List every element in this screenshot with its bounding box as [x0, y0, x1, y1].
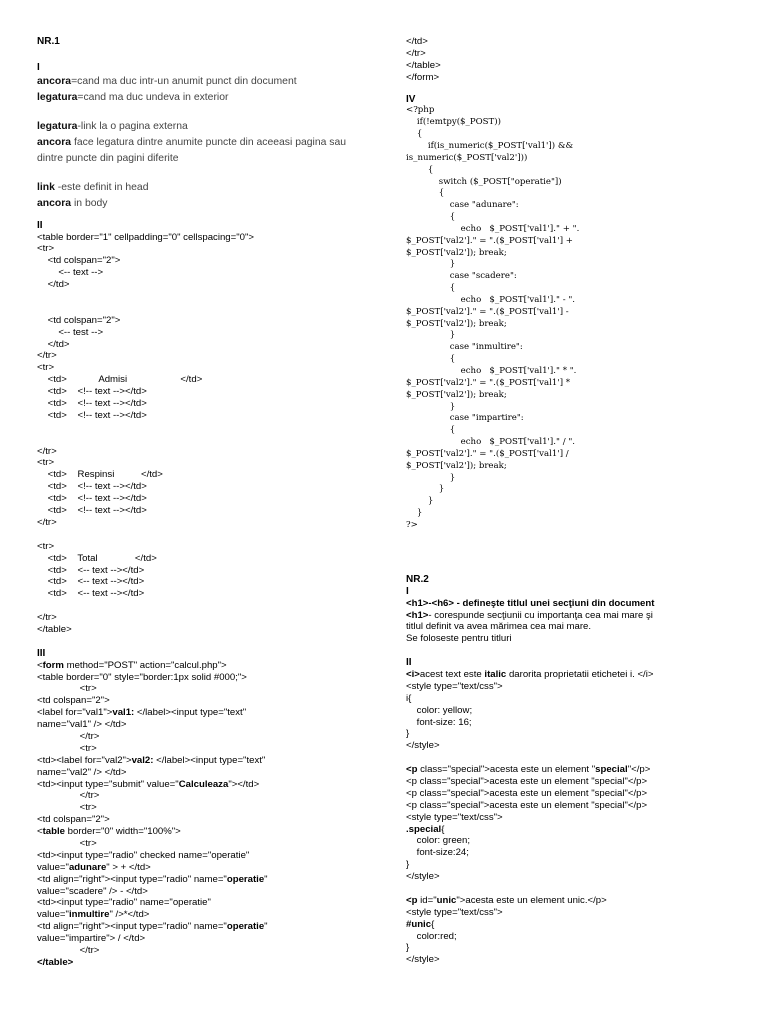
php-line: case "inmultire":: [406, 342, 523, 353]
code-line: </form>: [406, 71, 440, 83]
code-line: <td> Respinsi </td>: [37, 469, 163, 481]
php-line: {: [406, 283, 456, 294]
php-line: {: [406, 354, 456, 365]
text-line: titlul definit va avea mărimea cea mai mare.: [406, 621, 592, 633]
code-line: <tr>: [37, 362, 55, 374]
definition-line: [37, 167, 382, 180]
text-line: Se foloseste pentru titluri: [406, 633, 512, 645]
code-line: .special{: [406, 823, 445, 835]
code-line: </tr>: [37, 612, 57, 624]
definition-line: ancora face legatura dintre anumite puncte din aceeasi pagina sau: [37, 136, 347, 148]
code-line: [37, 291, 382, 303]
left-column: [37, 0, 382, 969]
code-line: <p class="special">acesta este un element "special"</p>: [406, 787, 648, 799]
section-4-php-code: [406, 105, 751, 531]
nr2-section-1-text: [406, 598, 751, 646]
nr2-heading-2: II: [406, 657, 412, 669]
php-line: }: [406, 330, 456, 341]
php-line: <?php: [406, 105, 435, 116]
definition-line: legatura-link la o pagina externa: [37, 120, 188, 132]
code-line: </td>: [37, 279, 70, 291]
code-line: <td> <-- text --></td>: [37, 564, 145, 576]
code-line: <td colspan="2">: [37, 255, 121, 267]
code-line: <td> <!-- text --></td>: [37, 398, 147, 410]
definition-line: ancora in body: [37, 197, 108, 209]
code-line: [37, 529, 382, 541]
code-line: </tr>: [37, 350, 57, 362]
code-line: <td colspan="2">: [37, 695, 110, 707]
code-line: value="impartire"> / </td>: [37, 933, 146, 945]
definition-line: link -este definit in head: [37, 181, 149, 193]
nr2-heading-1: I: [406, 585, 409, 597]
php-line: }: [406, 259, 456, 270]
code-line: [406, 752, 751, 764]
code-line: [37, 422, 382, 434]
code-line: <td> Total </td>: [37, 552, 157, 564]
code-line: <td> <!-- text --></td>: [37, 481, 147, 493]
code-line: value="inmultire" />*</td>: [37, 909, 150, 921]
php-line: $_POST['val2']." = ".($_POST['val1'] *: [406, 377, 571, 388]
php-line: if(!emtpy($_POST)): [406, 117, 501, 128]
code-line: color: yellow;: [406, 704, 473, 716]
code-line: <td> <!-- text --></td>: [37, 386, 147, 398]
code-line: color: green;: [406, 835, 470, 847]
code-line: </tr>: [37, 790, 100, 802]
code-line: value="adunare" > + </td>: [37, 861, 151, 873]
section-3-form-code: [37, 660, 382, 969]
php-line: switch ($_POST["operatie"]): [406, 176, 562, 187]
code-line: <p class="special">acesta este un element "special"</p>: [406, 764, 651, 776]
code-line: <style type="text/css">: [406, 811, 503, 823]
code-line: <p id="unic">acesta este un element unic.</p>: [406, 894, 607, 906]
code-line: <p class="special">acesta este un element "special"</p>: [406, 775, 648, 787]
code-line: font-size:24;: [406, 847, 469, 859]
definition-line: dintre puncte din pagini diferite: [37, 152, 179, 164]
php-line: echo $_POST['val1']." - ".: [406, 294, 576, 305]
php-line: $_POST['val2']); break;: [406, 389, 507, 400]
code-line: <td><input type="radio" checked name="operatie": [37, 849, 250, 861]
code-line: </tr>: [37, 516, 57, 528]
code-line: <tr>: [37, 683, 97, 695]
code-line: <style type="text/css">: [406, 906, 503, 918]
code-line: </table>: [37, 956, 74, 968]
code-line: <td align="right"><input type="radio" name="operatie": [37, 873, 268, 885]
form-closing-code: [406, 36, 751, 84]
code-line: font-size: 16;: [406, 716, 472, 728]
code-line: </table>: [406, 59, 441, 71]
code-line: <td><input type="radio" name="operatie": [37, 897, 211, 909]
php-line: ?>: [406, 519, 418, 530]
code-line: <td colspan="2">: [37, 314, 121, 326]
php-line: echo $_POST['val1']." * ".: [406, 366, 577, 377]
code-line: color:red;: [406, 930, 457, 942]
code-line: name="val1" /> </td>: [37, 719, 127, 731]
code-line: </td>: [37, 338, 70, 350]
code-line: i{: [406, 692, 412, 704]
code-line: </tr>: [37, 445, 57, 457]
php-line: $_POST['val2']." = ".($_POST['val1'] +: [406, 235, 573, 246]
section-heading-1: I: [37, 61, 40, 73]
php-line: }: [406, 496, 434, 507]
php-line: $_POST['val2']); break;: [406, 247, 507, 258]
php-line: $_POST['val2']." = ".($_POST['val1'] -: [406, 306, 569, 317]
code-line: </style>: [406, 871, 440, 883]
php-line: }: [406, 472, 456, 483]
doc-title-nr1: NR.1: [37, 36, 60, 47]
php-line: case "impartire":: [406, 413, 524, 424]
nr2-section-2-code: [406, 669, 751, 966]
code-line: <form method="POST" action="calcul.php">: [37, 659, 227, 671]
code-line: </table>: [37, 623, 72, 635]
code-line: <-- test -->: [37, 326, 104, 338]
php-line: {: [406, 188, 445, 199]
code-line: <i>acest text este italic darorita proprietatii etichetei i. </i>: [406, 668, 654, 680]
code-line: <-- text -->: [37, 267, 104, 279]
right-column: [406, 0, 751, 966]
code-line: <p class="special">acesta este un element "special"</p>: [406, 799, 648, 811]
code-line: <td> <!-- text --></td>: [37, 493, 147, 505]
code-line: <td> <-- text --></td>: [37, 576, 145, 588]
code-line: <tr>: [37, 802, 97, 814]
code-line: }: [406, 942, 410, 954]
php-line: echo $_POST['val1']." + ".: [406, 223, 580, 234]
code-line: <tr>: [37, 742, 97, 754]
section-heading-2: II: [37, 219, 43, 231]
php-line: echo $_POST['val1']." / ".: [406, 437, 576, 448]
code-line: </tr>: [37, 730, 100, 742]
php-line: $_POST['val2']." = ".($_POST['val1'] /: [406, 448, 569, 459]
code-line: <td> Admisi </td>: [37, 374, 203, 386]
php-line: $_POST['val2']); break;: [406, 460, 507, 471]
php-line: }: [406, 401, 456, 412]
php-line: {: [406, 129, 423, 140]
code-line: <td> <!-- text --></td>: [37, 409, 147, 421]
php-line: case "adunare":: [406, 200, 519, 211]
code-line: name="val2" /> </td>: [37, 766, 127, 778]
code-line: [37, 434, 382, 446]
code-line: <table border="0" style="border:1px solid #000;">: [37, 671, 247, 683]
code-line: [37, 600, 382, 612]
php-line: {: [406, 212, 456, 223]
code-line: </tr>: [37, 945, 100, 956]
code-line: </style>: [406, 740, 440, 752]
code-line: <td><label for="val2">val2: </label><input type="text": [37, 754, 266, 766]
code-line: </tr>: [406, 47, 426, 59]
php-line: }: [406, 508, 423, 519]
code-line: </td>: [406, 36, 428, 47]
code-line: <tr>: [37, 540, 55, 552]
code-line: <table border="0" width="100%">: [37, 826, 181, 838]
text-line: <h1>- corespunde secţiunii cu importanţa cea mai mare şi: [406, 609, 653, 621]
code-line: [37, 303, 382, 315]
php-line: if(is_numeric($_POST['val1']) &&: [406, 140, 574, 151]
section-1-definitions: [37, 74, 382, 212]
code-line: }: [406, 859, 410, 871]
php-line: $_POST['val2']); break;: [406, 318, 507, 329]
doc-title-nr2: NR.2: [406, 573, 429, 585]
php-line: {: [406, 425, 456, 436]
code-line: <td> <-- text --></td>: [37, 588, 145, 600]
code-line: <style type="text/css">: [406, 680, 503, 692]
definition-line: ancora=cand ma duc intr-un anumit punct din document: [37, 75, 297, 87]
code-line: <table border="1" cellpadding="0" cellspacing="0">: [37, 231, 254, 243]
section-heading-4: IV: [406, 93, 416, 105]
code-line: <tr>: [37, 243, 55, 255]
definition-line: [37, 106, 382, 119]
code-line: value="scadere" /> - </td>: [37, 885, 148, 897]
code-line: <tr>: [37, 457, 55, 469]
text-line: <h1>-<h6> - defineşte titlul unei secţiuni din document: [406, 597, 655, 609]
php-line: case "scadere":: [406, 271, 517, 282]
code-line: [406, 883, 751, 895]
code-line: </style>: [406, 954, 440, 966]
code-line: <tr>: [37, 837, 97, 849]
php-line: }: [406, 484, 445, 495]
section-2-table-code: [37, 232, 382, 636]
code-line: <td align="right"><input type="radio" name="operatie": [37, 921, 268, 933]
code-line: <label for="val1">val1: </label><input type="text": [37, 707, 247, 719]
php-line: is_numeric($_POST['val2'])): [406, 152, 528, 163]
code-line: <td> <!-- text --></td>: [37, 505, 147, 517]
code-line: #unic{: [406, 918, 435, 930]
definition-line: legatura=cand ma duc undeva in exterior: [37, 91, 229, 103]
code-line: <td><input type="submit" value="Calculeaza"></td>: [37, 778, 260, 790]
section-heading-3: III: [37, 647, 46, 659]
code-line: <td colspan="2">: [37, 814, 110, 826]
code-line: }: [406, 728, 410, 740]
php-line: {: [406, 164, 434, 175]
